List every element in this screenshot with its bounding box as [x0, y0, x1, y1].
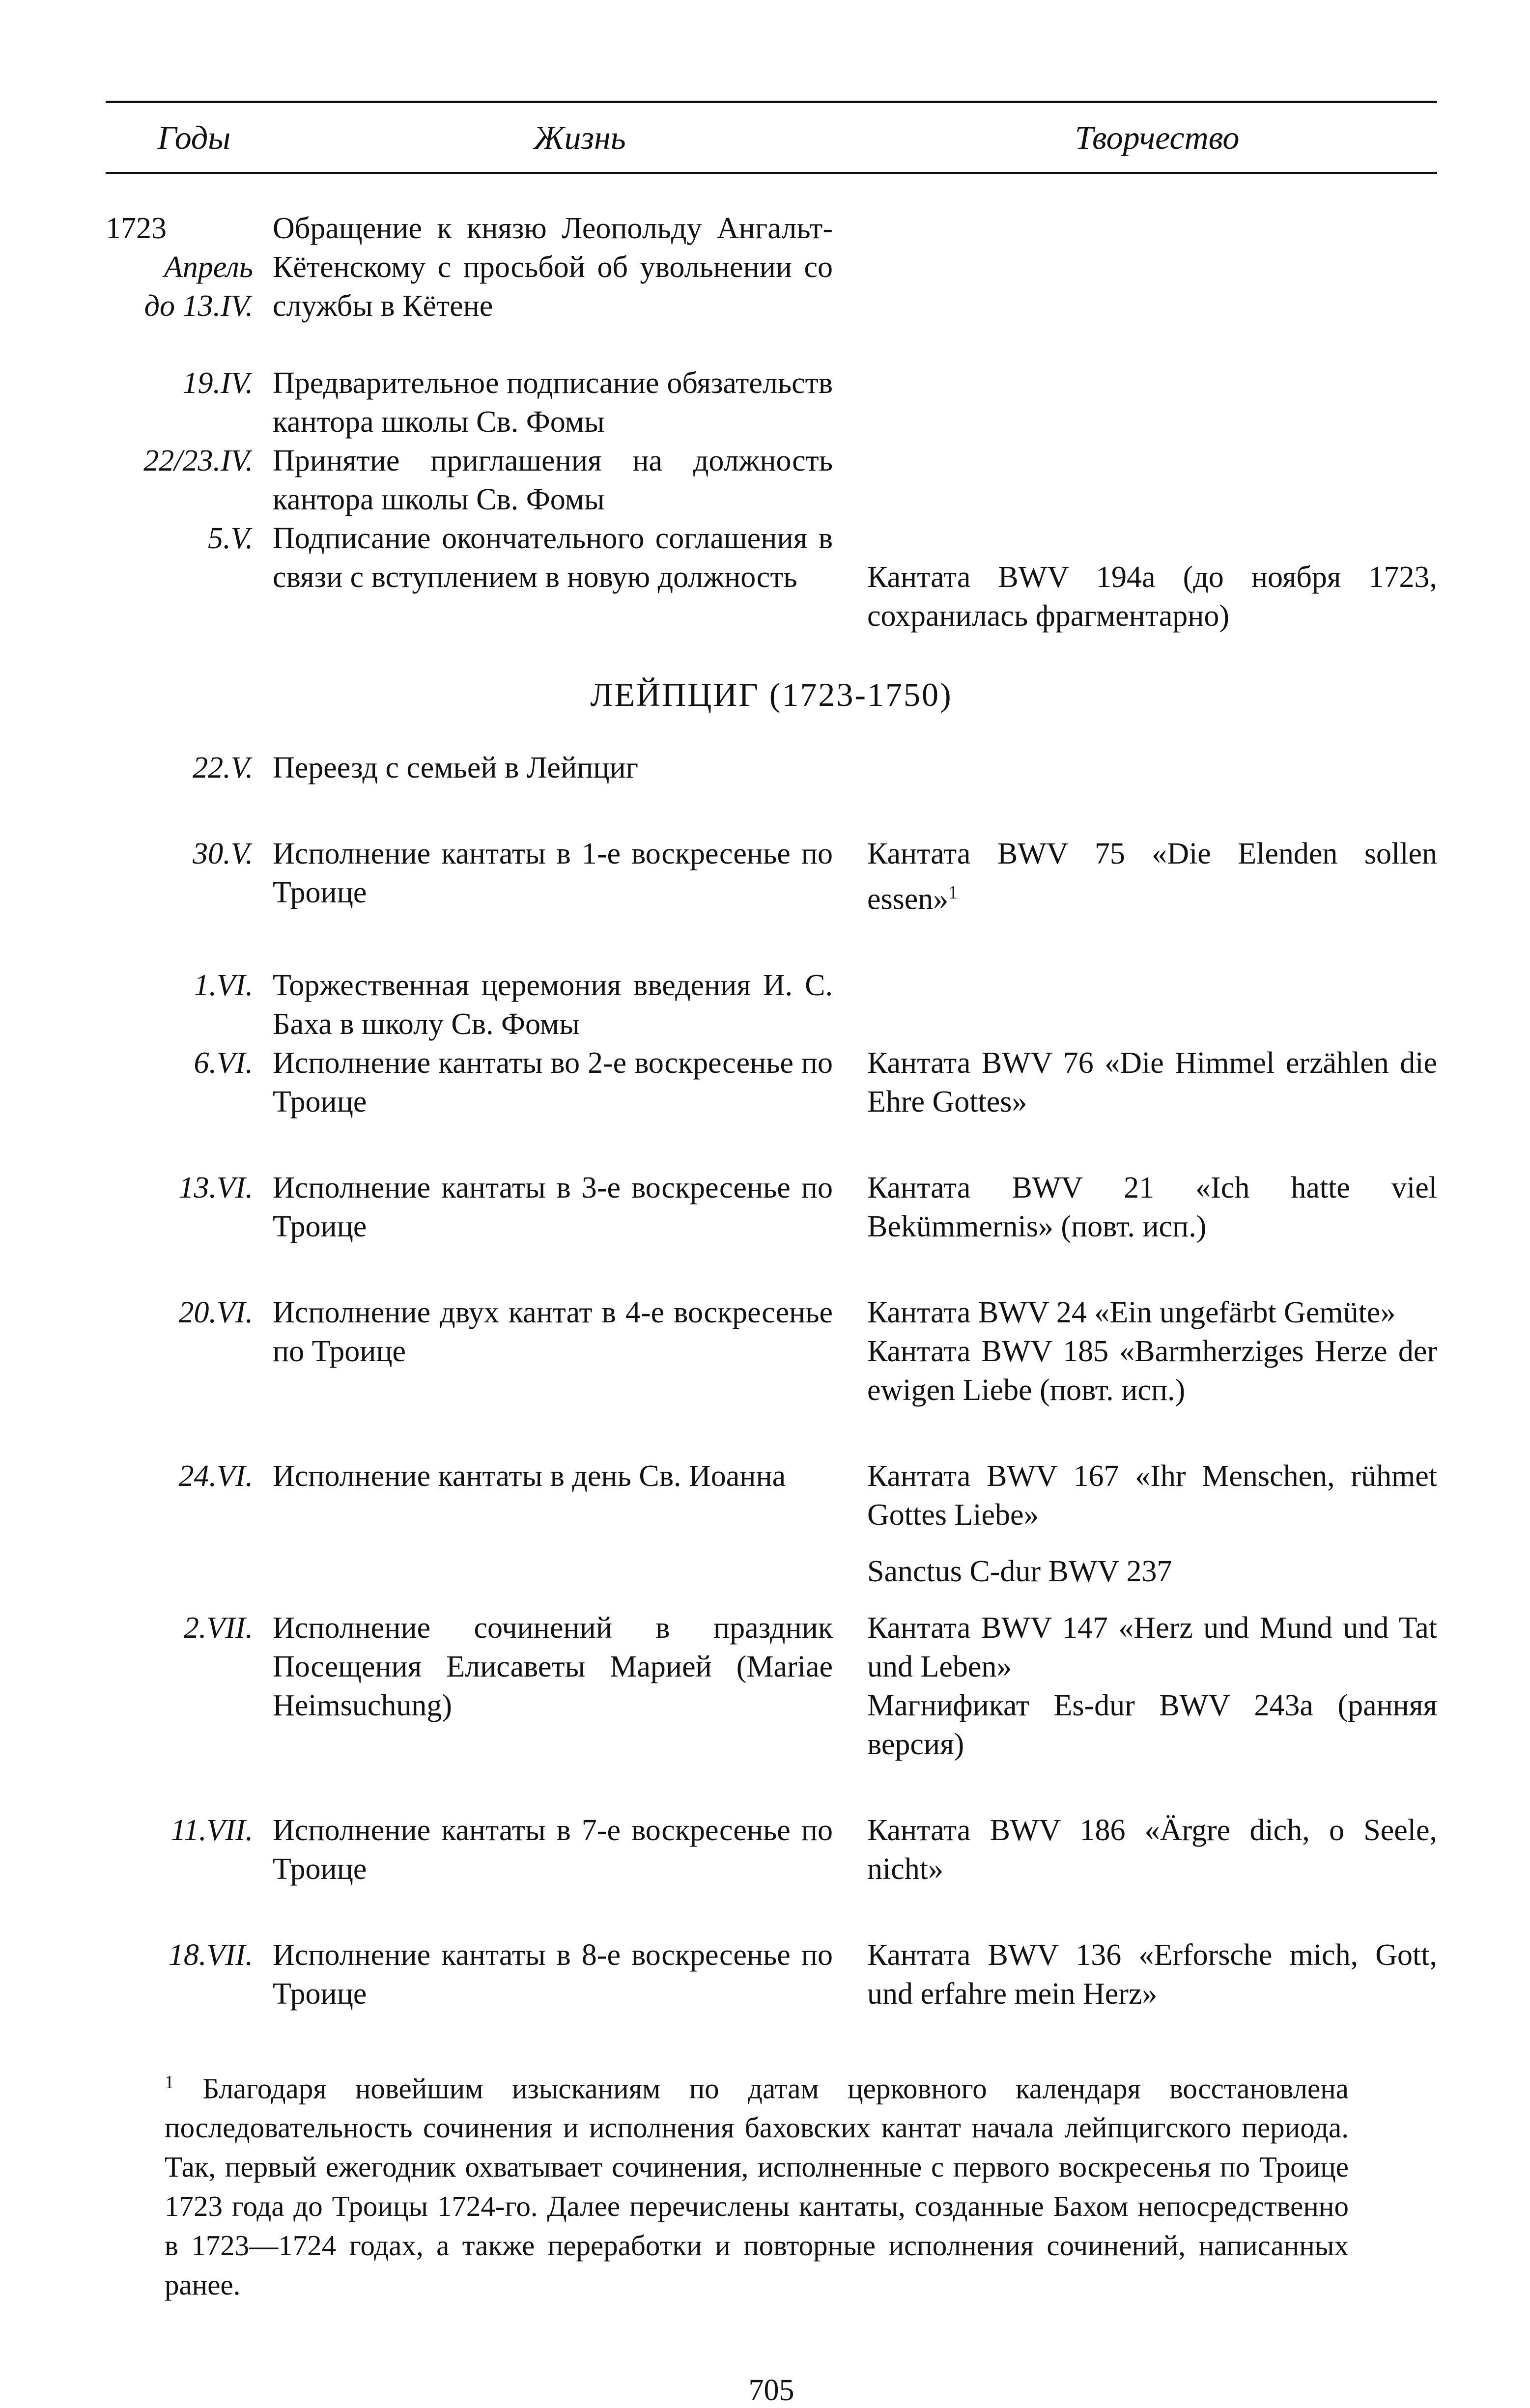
- life-cell: Исполнение кантаты в 8-е воскресенье по Троице: [273, 1938, 833, 2011]
- table-row: [106, 1169, 1437, 1246]
- works-cell: Sanctus C-dur BWV 237: [867, 1554, 1172, 1588]
- table-row: [106, 1293, 1437, 1410]
- table-row: [106, 209, 1437, 326]
- works-cell: Кантата BWV 136 «Erforsche mich, Gott, und erfahre mein Herz»: [867, 1938, 1437, 2011]
- year-cell: 11.VII.: [170, 1813, 253, 1847]
- table-row: [106, 1457, 1437, 1535]
- table-row: [106, 966, 1437, 1044]
- header-rule: [106, 172, 1437, 174]
- life-cell: Исполнение двух кантат в 4-е воскресенье по Троице: [273, 1295, 833, 1368]
- table-row: [106, 442, 1437, 519]
- year-cell: 30.V.: [193, 837, 253, 870]
- section-title: ЛЕЙПЦИГ (1723-1750): [590, 676, 953, 713]
- year-cell: 20.VI.: [178, 1295, 253, 1329]
- life-cell: Исполнение кантаты в 3-е воскресенье по Троице: [273, 1171, 833, 1243]
- chronology-table: [106, 209, 1437, 2014]
- year-cell: 6.VI.: [194, 1046, 253, 1080]
- table-row: [106, 1609, 1437, 1764]
- table-row: [106, 1552, 1437, 1591]
- table-row: [106, 1044, 1437, 1121]
- life-cell: Обращение к князю Леопольду Ангальт-Кётенскому с просьбой об увольнении со службы в Кётене: [273, 212, 833, 323]
- header-works: Творчество: [1075, 119, 1240, 156]
- works-cell: [862, 749, 1437, 787]
- life-cell: Переезд с семьей в Лейпциг: [273, 751, 639, 784]
- works-cell: Кантата BWV 24 «Ein ungefärbt Gemüte» Кантата BWV 185 «Barmherziges Herze der ewigen Liebe (повт. исп.): [867, 1295, 1437, 1407]
- footnote-ref: 1: [948, 882, 958, 903]
- works-cell: Кантата BWV 147 «Herz und Mund und Tat und Leben» Магнификат Es-dur BWV 243a (ранняя версия): [867, 1611, 1437, 1761]
- year-cell: 19.IV.: [182, 366, 253, 400]
- table-row: [106, 364, 1437, 442]
- footnote-text: Благодаря новейшим изысканиям по датам церковного календаря восстановлена последовательность сочинения и исполнения баховских кантат начала лейпцигского периода. Так, первый ежегодник охватывает сочинения, исполненные с первого воскресенья по Троице 1723 года до Троицы 1724-го. Далее перечислены кантаты, созданные Бахом непосредственно в 1723—1724 годах, а также переработки и повторные исполнения сочинений, написанных ранее.: [165, 2072, 1349, 2301]
- life-cell: Подписание окончательного соглашения в связи с вступлением в новую должность: [273, 522, 833, 594]
- year-cell: 1.VI.: [194, 968, 253, 1002]
- year-cell: 2.VII.: [183, 1611, 253, 1645]
- life-cell: Исполнение сочинений в праздник Посещения Елисаветы Марией (Mariae Heimsuchung): [273, 1611, 833, 1722]
- works-cell: [862, 442, 1437, 519]
- table-row: [106, 1936, 1437, 2014]
- works-cell: [862, 364, 1437, 442]
- works-cell: Кантата BWV 194a (до ноября 1723, сохранилась фрагментарно): [867, 560, 1437, 633]
- table-row: [106, 1811, 1437, 1889]
- page-number: 705: [748, 2374, 794, 2408]
- year-cell: 5.V.: [208, 522, 253, 555]
- year-cell: 22/23.IV.: [143, 444, 253, 477]
- life-cell: Исполнение кантаты в 1-е воскресенье по Троице: [273, 837, 833, 909]
- table-header: [106, 103, 1437, 172]
- works-cell: [862, 966, 1437, 1044]
- header-years: Годы: [157, 119, 231, 156]
- works-cell: [862, 209, 1437, 326]
- works-cell: Кантата BWV 167 «Ihr Menschen, rühmet Gottes Liebe»: [867, 1459, 1437, 1532]
- chronology-page: [106, 101, 1437, 2408]
- works-cell: Кантата BWV 76 «Die Himmel erzählen die Ehre Gottes»: [867, 1046, 1437, 1119]
- footnote: [106, 2063, 1437, 2305]
- header-life: Жизнь: [534, 119, 626, 156]
- works-cell: Кантата BWV 21 «Ich hatte viel Bekümmernis» (повт. исп.): [867, 1171, 1437, 1243]
- year-cell: 22.V.: [193, 751, 253, 784]
- life-cell: [273, 1552, 862, 1591]
- works-cell: [862, 835, 1437, 919]
- works-text: Кантата BWV 75 «Die Elenden sollen essen»: [867, 837, 1437, 916]
- year-cell: 1723 Апрель до 13.IV.: [106, 212, 253, 323]
- life-cell: Исполнение кантаты в 7-е воскресенье по Троице: [273, 1813, 833, 1886]
- life-cell: Исполнение кантаты в день Св. Иоанна: [273, 1459, 786, 1493]
- life-cell: Исполнение кантаты во 2-е воскресенье по Троице: [273, 1046, 833, 1119]
- life-cell: Принятие приглашения на должность кантора школы Св. Фомы: [273, 444, 833, 516]
- year-cell: 13.VI.: [178, 1171, 253, 1204]
- table-row: [106, 835, 1437, 919]
- year-cell: 24.VI.: [178, 1459, 253, 1493]
- works-cell: Кантата BWV 186 «Ärgre dich, o Seele, nicht»: [867, 1813, 1437, 1886]
- table-row: [106, 519, 1437, 636]
- year-cell: 18.VII.: [168, 1938, 253, 1972]
- footnote-marker: 1: [165, 2072, 174, 2093]
- table-row: [106, 749, 1437, 787]
- life-cell: Предварительное подписание обязательств кантора школы Св. Фомы: [273, 366, 833, 439]
- life-cell: Торжественная церемония введения И. С. Баха в школу Св. Фомы: [273, 968, 833, 1041]
- year-cell: [106, 1552, 273, 1591]
